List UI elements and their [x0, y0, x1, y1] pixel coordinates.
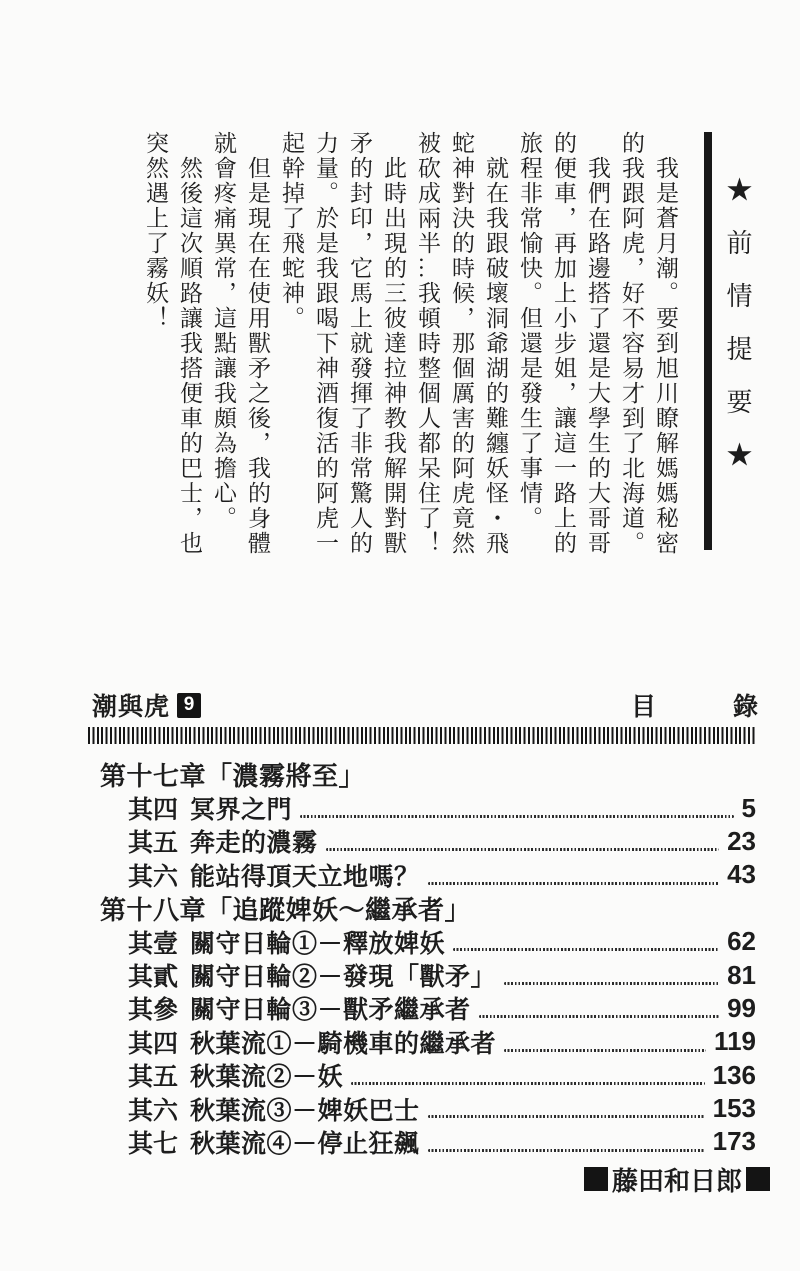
toc-entry-row [88, 1125, 770, 1158]
dot-leader [504, 1049, 706, 1052]
entry-label: 其壹 [128, 929, 179, 958]
author-square-icon [584, 1167, 608, 1191]
entry-label: 其四 [128, 796, 179, 825]
toc-entry-row [88, 791, 770, 824]
toc-entry-row [88, 1092, 770, 1125]
toc-entry-row [88, 1059, 770, 1092]
page-number: 173 [712, 1126, 756, 1157]
synopsis-column: 蛇神對決的時候，那個厲害的阿虎竟然 [449, 131, 474, 556]
entry-title: 秋葉流①－騎機車的繼承者 [190, 1029, 497, 1058]
toc-heading: 目錄 [631, 693, 758, 721]
page-number: 23 [727, 825, 756, 856]
chapter-row [88, 892, 770, 925]
toc-list [88, 758, 770, 1159]
page-number: 81 [727, 959, 756, 990]
entry-title: 能站得頂天立地嗎？ [190, 862, 420, 891]
page-number: 5 [741, 792, 756, 823]
synopsis-column: 然後這次順路讓我搭便車的巴士，也 [177, 156, 202, 556]
synopsis-column: 矛的封印，它馬上就發揮了非常驚人的 [347, 131, 372, 556]
toc-entry-row [88, 1025, 770, 1058]
synopsis-column: 的我跟阿虎，好不容易才到了北海道。 [619, 131, 644, 556]
synopsis-column: 我們在路邊搭了還是大學生的大哥哥 [585, 156, 610, 556]
synopsis-column: 我是蒼月潮。要到旭川瞭解媽媽秘密 [653, 156, 678, 556]
prologue-header: ★前情提要★ [723, 176, 752, 494]
dot-leader [428, 1149, 705, 1152]
entry-title: 冥界之門 [190, 796, 293, 825]
toc-entry-row [88, 825, 770, 858]
entry-label: 其五 [128, 829, 179, 858]
page-number: 43 [727, 859, 756, 890]
synopsis-column: 旅程非常愉快。但還是發生了事情。 [517, 131, 542, 531]
toc-titlebar [88, 688, 770, 722]
entry-label: 其六 [128, 862, 179, 891]
entry-label: 其參 [128, 996, 179, 1025]
entry-title: 秋葉流②－妖 [190, 1063, 344, 1092]
toc-entry-row [88, 858, 770, 891]
chapter-title: 第十八章「追蹤婢妖～繼承者」 [100, 894, 472, 925]
chapter-title: 第十七章「濃霧將至」 [100, 761, 366, 792]
toc-entry-row [88, 925, 770, 958]
entry-title: 秋葉流④－停止狂飆 [190, 1130, 420, 1158]
synopsis-column: 力量。於是我跟喝下神酒復活的阿虎一 [313, 131, 338, 556]
page-number: 62 [727, 926, 756, 957]
synopsis-column: 就在我跟破壞洞爺湖的難纏妖怪・飛 [483, 156, 508, 556]
stripe-divider [88, 727, 757, 744]
dot-leader [453, 948, 719, 951]
dot-leader [479, 1015, 720, 1018]
dot-leader [428, 1115, 705, 1118]
vertical-divider-bar [704, 132, 712, 550]
dot-leader [300, 815, 734, 818]
synopsis-column: 就會疼痛異常，這點讓我頗為擔心。 [211, 131, 236, 531]
entry-label: 其六 [128, 1096, 179, 1125]
entry-title: 奔走的濃霧 [190, 829, 318, 858]
chapter-row [88, 758, 770, 791]
entry-label: 其四 [128, 1029, 179, 1058]
dot-leader [351, 1082, 705, 1085]
toc-entry-row [88, 992, 770, 1025]
entry-label: 其五 [128, 1063, 179, 1092]
page-number: 153 [712, 1093, 756, 1124]
synopsis-column: 但是現在在使用獸矛之後，我的身體 [245, 156, 270, 556]
synopsis-column: 的便車，再加上小步姐，讓這一路上的 [551, 131, 576, 556]
entry-title: 關守日輪②－發現「獸矛」 [190, 963, 497, 992]
synopsis-column: 被砍成兩半…我頓時整個人都呆住了！ [415, 131, 440, 556]
series-title: 潮與虎 [92, 693, 171, 721]
page-number: 136 [712, 1059, 756, 1090]
dot-leader [428, 882, 720, 885]
page-number: 99 [727, 992, 756, 1023]
dot-leader [326, 848, 720, 851]
synopsis-column: 此時出現的三彼達拉神教我解開對獸 [381, 156, 406, 556]
author-square-icon [746, 1167, 770, 1191]
dot-leader [504, 982, 719, 985]
author-name: 藤田和日郎 [611, 1165, 742, 1196]
entry-label: 其七 [128, 1130, 179, 1158]
toc-entry-row [88, 958, 770, 991]
volume-badge: 9 [177, 693, 201, 718]
synopsis-column: 起幹掉了飛蛇神。 [279, 131, 304, 331]
entry-title: 關守日輪③－獸矛繼承者 [190, 996, 471, 1025]
entry-title: 秋葉流③－婢妖巴士 [190, 1096, 420, 1125]
page-number: 119 [714, 1026, 756, 1057]
synopsis-column: 突然遇上了霧妖！ [143, 131, 168, 331]
entry-label: 其貳 [128, 963, 179, 992]
synopsis-block [138, 131, 682, 563]
entry-title: 關守日輪①－釋放婢妖 [190, 929, 446, 958]
author-line [88, 1161, 770, 1198]
toc-section [88, 688, 770, 1198]
